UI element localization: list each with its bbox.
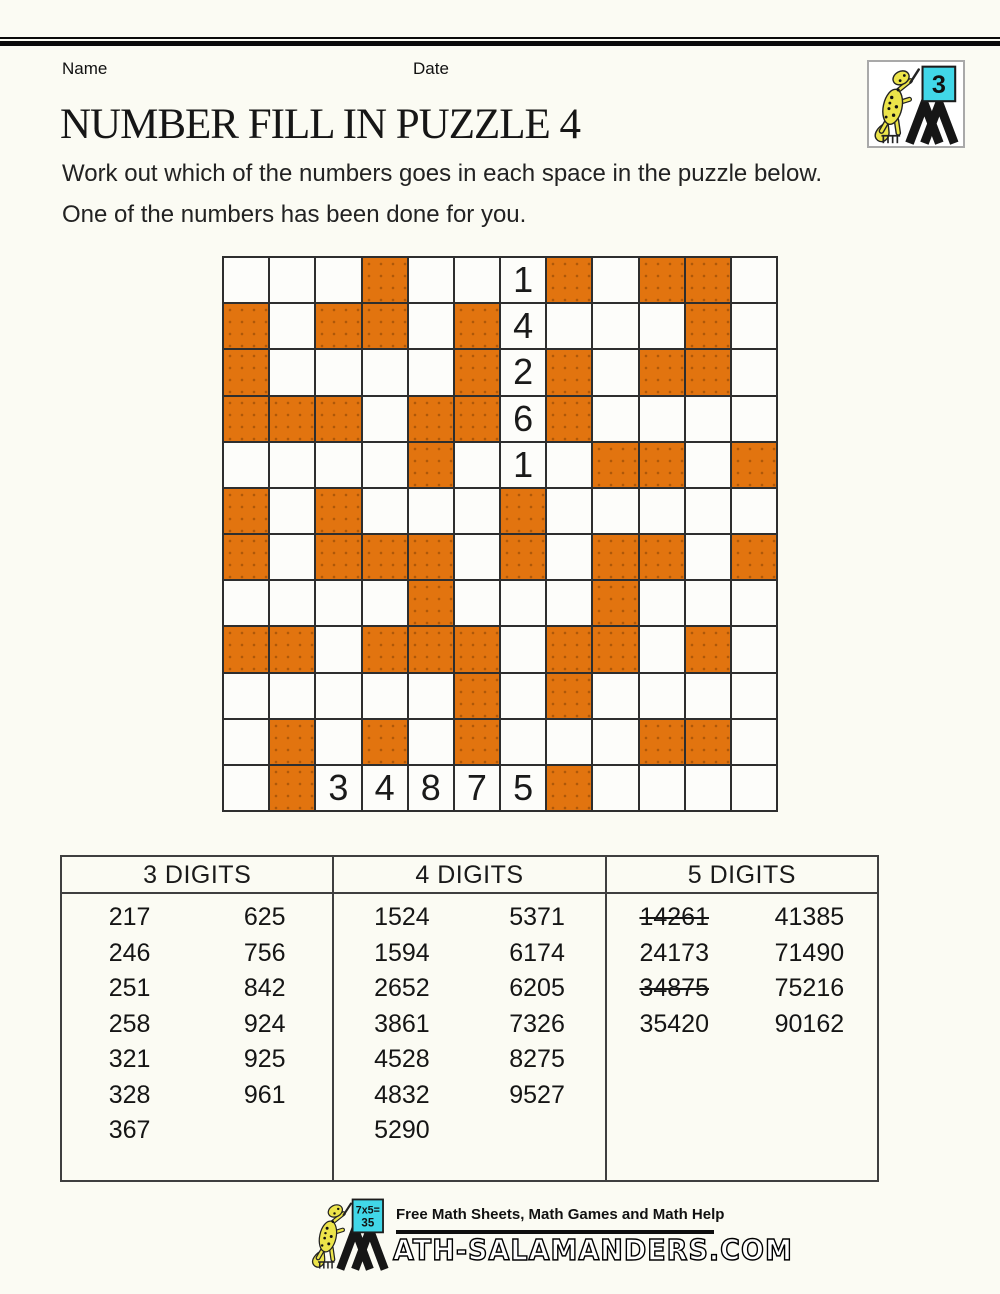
grid-blocker-cell bbox=[224, 304, 268, 348]
grid-blocker-cell bbox=[224, 535, 268, 579]
grid-cell[interactable] bbox=[363, 489, 407, 533]
grid-blocker-cell bbox=[686, 304, 730, 348]
salamander-logo-box bbox=[867, 60, 965, 148]
grid-cell[interactable] bbox=[547, 535, 591, 579]
digits-header: 5 DIGITS bbox=[607, 857, 877, 894]
grid-blocker-cell bbox=[640, 443, 684, 487]
page-title: NUMBER FILL IN PUZZLE 4 bbox=[60, 101, 581, 148]
grid-cell[interactable] bbox=[640, 489, 684, 533]
number-item: 6174 bbox=[509, 938, 565, 967]
grid-cell[interactable] bbox=[270, 443, 314, 487]
number-item: 625 bbox=[243, 903, 286, 931]
grid-cell[interactable] bbox=[732, 489, 776, 533]
number-item: 35420 bbox=[639, 1009, 709, 1038]
grid-cell[interactable] bbox=[455, 581, 499, 625]
number-item: 925 bbox=[243, 1045, 286, 1073]
grid-cell[interactable] bbox=[455, 443, 499, 487]
number-item: 217 bbox=[108, 903, 151, 931]
grid-blocker-cell bbox=[455, 397, 499, 441]
number-item: 75216 bbox=[774, 974, 845, 1002]
grid-blocker-cell bbox=[270, 720, 314, 764]
grid-blocker-cell bbox=[363, 258, 407, 302]
grid-cell[interactable] bbox=[686, 489, 730, 533]
grid-blocker-cell bbox=[686, 350, 730, 394]
grid-blocker-cell bbox=[270, 627, 314, 671]
grid-cell[interactable] bbox=[593, 720, 637, 764]
grid-blocker-cell bbox=[224, 627, 268, 671]
number-lists-table bbox=[60, 855, 879, 1182]
grid-cell[interactable] bbox=[501, 581, 545, 625]
number-item: 756 bbox=[243, 938, 286, 967]
grid-cell[interactable] bbox=[316, 258, 360, 302]
grid-given-cell[interactable]: 3 bbox=[316, 766, 360, 810]
grid-cell[interactable] bbox=[547, 720, 591, 764]
grid-cell[interactable] bbox=[501, 720, 545, 764]
grid-given-cell[interactable]: 5 bbox=[501, 766, 545, 810]
number-item: 367 bbox=[108, 1116, 151, 1144]
grid-cell[interactable] bbox=[547, 304, 591, 348]
number-item: 4528 bbox=[374, 1045, 430, 1073]
grid-cell[interactable] bbox=[547, 489, 591, 533]
grid-cell[interactable] bbox=[732, 627, 776, 671]
footer-wordmark: ATH-SALAMANDERS.COM bbox=[393, 1235, 793, 1268]
grid-cell[interactable] bbox=[640, 674, 684, 718]
footer-tagline: Free Math Sheets, Math Games and Math Help bbox=[396, 1206, 725, 1223]
top-double-rule bbox=[0, 37, 1000, 46]
grid-blocker-cell bbox=[409, 627, 453, 671]
grid-cell[interactable] bbox=[593, 674, 637, 718]
number-item: 1594 bbox=[374, 938, 430, 967]
grid-cell[interactable] bbox=[593, 350, 637, 394]
grid-cell[interactable] bbox=[593, 766, 637, 810]
card-line1: 7x5= bbox=[355, 1204, 380, 1217]
grid-blocker-cell bbox=[409, 443, 453, 487]
grid-blocker-cell bbox=[363, 720, 407, 764]
number-item: 5371 bbox=[509, 903, 565, 931]
grid-cell[interactable] bbox=[270, 350, 314, 394]
grid-cell[interactable] bbox=[363, 581, 407, 625]
m-letter-icon bbox=[909, 104, 954, 143]
grid-blocker-cell bbox=[593, 581, 637, 625]
grid-cell[interactable] bbox=[640, 581, 684, 625]
grid-cell[interactable] bbox=[732, 350, 776, 394]
grid-cell[interactable] bbox=[316, 350, 360, 394]
grid-cell[interactable] bbox=[640, 766, 684, 810]
grid-cell[interactable] bbox=[732, 581, 776, 625]
grid-cell[interactable] bbox=[316, 581, 360, 625]
grid-blocker-cell bbox=[270, 397, 314, 441]
grid-blocker-cell bbox=[501, 489, 545, 533]
digits-column-4 bbox=[332, 857, 604, 1180]
number-item-struck: 14261 bbox=[639, 903, 709, 931]
number-item: 321 bbox=[108, 1045, 151, 1073]
grid-cell[interactable] bbox=[732, 766, 776, 810]
grid-blocker-cell bbox=[316, 489, 360, 533]
card-line2: 35 bbox=[361, 1217, 375, 1230]
grid-blocker-cell bbox=[316, 535, 360, 579]
number-item: 41385 bbox=[774, 903, 845, 931]
grid-cell[interactable] bbox=[224, 581, 268, 625]
grid-given-cell[interactable]: 7 bbox=[455, 766, 499, 810]
grid-blocker-cell bbox=[455, 304, 499, 348]
salamander-logo-icon bbox=[869, 62, 963, 146]
puzzle-grid bbox=[222, 256, 778, 812]
number-item-struck: 34875 bbox=[639, 974, 709, 1002]
grid-cell[interactable] bbox=[270, 304, 314, 348]
number-item: 251 bbox=[108, 974, 151, 1002]
m-letter-icon bbox=[340, 1230, 384, 1269]
footer-salamander-icon bbox=[299, 1197, 398, 1271]
grid-cell[interactable] bbox=[363, 674, 407, 718]
grid-cell[interactable] bbox=[270, 489, 314, 533]
number-item: 4832 bbox=[374, 1080, 430, 1109]
grid-cell[interactable] bbox=[363, 397, 407, 441]
grid-blocker-cell bbox=[640, 258, 684, 302]
grid-cell[interactable] bbox=[455, 258, 499, 302]
digits-header: 3 DIGITS bbox=[62, 857, 332, 894]
number-item: 6205 bbox=[509, 974, 565, 1002]
grid-given-cell[interactable]: 4 bbox=[363, 766, 407, 810]
grid-blocker-cell bbox=[640, 720, 684, 764]
grid-cell[interactable] bbox=[686, 397, 730, 441]
grid-cell[interactable] bbox=[270, 258, 314, 302]
grid-blocker-cell bbox=[593, 627, 637, 671]
grid-cell[interactable] bbox=[363, 350, 407, 394]
grid-cell[interactable] bbox=[593, 258, 637, 302]
grid-cell[interactable] bbox=[640, 397, 684, 441]
grid-blocker-cell bbox=[316, 304, 360, 348]
grid-blocker-cell bbox=[501, 535, 545, 579]
grid-cell[interactable] bbox=[270, 535, 314, 579]
instruction-line-2: One of the numbers has been done for you. bbox=[62, 201, 527, 228]
grid-cell[interactable] bbox=[732, 720, 776, 764]
number-item: 8275 bbox=[509, 1045, 565, 1073]
grid-cell[interactable] bbox=[224, 674, 268, 718]
grid-blocker-cell bbox=[409, 535, 453, 579]
grid-cell[interactable] bbox=[732, 258, 776, 302]
grid-cell[interactable] bbox=[409, 489, 453, 533]
grid-cell[interactable] bbox=[455, 535, 499, 579]
grid-blocker-cell bbox=[363, 304, 407, 348]
grid-cell[interactable] bbox=[224, 720, 268, 764]
grid-cell[interactable] bbox=[686, 674, 730, 718]
grid-cell[interactable] bbox=[224, 443, 268, 487]
grid-cell[interactable] bbox=[316, 674, 360, 718]
card-number: 3 bbox=[931, 70, 946, 99]
grid-blocker-cell bbox=[593, 535, 637, 579]
grid-blocker-cell bbox=[547, 258, 591, 302]
grid-cell[interactable] bbox=[593, 489, 637, 533]
grid-cell[interactable] bbox=[316, 627, 360, 671]
pencil-icon bbox=[344, 1204, 351, 1216]
grid-blocker-cell bbox=[224, 397, 268, 441]
grid-blocker-cell bbox=[547, 350, 591, 394]
grid-cell[interactable] bbox=[732, 397, 776, 441]
grid-cell[interactable] bbox=[593, 397, 637, 441]
grid-blocker-cell bbox=[686, 258, 730, 302]
grid-blocker-cell bbox=[409, 581, 453, 625]
grid-cell[interactable] bbox=[547, 581, 591, 625]
number-item: 90162 bbox=[774, 1009, 845, 1038]
number-item: 24173 bbox=[639, 938, 709, 967]
grid-blocker-cell bbox=[363, 627, 407, 671]
grid-cell[interactable] bbox=[224, 766, 268, 810]
pencil-icon bbox=[910, 69, 918, 82]
grid-cell[interactable] bbox=[409, 304, 453, 348]
grid-blocker-cell bbox=[316, 397, 360, 441]
digits-header: 4 DIGITS bbox=[334, 857, 604, 894]
grid-cell[interactable] bbox=[501, 627, 545, 671]
grid-given-cell[interactable]: 6 bbox=[501, 397, 545, 441]
grid-cell[interactable] bbox=[686, 766, 730, 810]
grid-cell[interactable] bbox=[409, 258, 453, 302]
name-label: Name bbox=[62, 59, 108, 78]
footer-rule bbox=[396, 1230, 714, 1234]
grid-blocker-cell bbox=[547, 766, 591, 810]
grid-cell[interactable] bbox=[409, 674, 453, 718]
grid-cell[interactable] bbox=[640, 627, 684, 671]
grid-blocker-cell bbox=[547, 627, 591, 671]
grid-cell[interactable] bbox=[409, 720, 453, 764]
date-label: Date bbox=[413, 59, 449, 78]
grid-cell[interactable] bbox=[409, 350, 453, 394]
grid-cell[interactable] bbox=[224, 258, 268, 302]
number-item: 1524 bbox=[374, 903, 430, 931]
footer-salamander-logo bbox=[299, 1197, 398, 1271]
grid-cell[interactable] bbox=[316, 443, 360, 487]
digits-column-5 bbox=[605, 857, 877, 1180]
grid-cell[interactable] bbox=[686, 443, 730, 487]
grid-blocker-cell bbox=[224, 350, 268, 394]
number-item: 328 bbox=[108, 1080, 151, 1109]
grid-given-cell[interactable]: 4 bbox=[501, 304, 545, 348]
grid-cell[interactable] bbox=[547, 443, 591, 487]
grid-given-cell[interactable]: 1 bbox=[501, 258, 545, 302]
number-item: 3861 bbox=[374, 1009, 430, 1038]
grid-given-cell[interactable]: 8 bbox=[409, 766, 453, 810]
grid-blocker-cell bbox=[640, 350, 684, 394]
grid-blocker-cell bbox=[363, 535, 407, 579]
grid-cell[interactable] bbox=[316, 720, 360, 764]
grid-cell[interactable] bbox=[593, 304, 637, 348]
grid-blocker-cell bbox=[547, 397, 591, 441]
number-item: 9527 bbox=[509, 1080, 565, 1109]
digits-column-3 bbox=[62, 857, 332, 1180]
grid-blocker-cell bbox=[224, 489, 268, 533]
grid-given-cell[interactable]: 1 bbox=[501, 443, 545, 487]
number-item: 7326 bbox=[509, 1009, 565, 1038]
grid-blocker-cell bbox=[547, 674, 591, 718]
grid-blocker-cell bbox=[686, 627, 730, 671]
number-item: 961 bbox=[243, 1080, 286, 1109]
grid-blocker-cell bbox=[732, 535, 776, 579]
grid-cell[interactable] bbox=[270, 581, 314, 625]
grid-cell[interactable] bbox=[270, 674, 314, 718]
grid-blocker-cell bbox=[455, 350, 499, 394]
grid-blocker-cell bbox=[270, 766, 314, 810]
grid-blocker-cell bbox=[593, 443, 637, 487]
number-item: 924 bbox=[243, 1009, 286, 1038]
grid-cell[interactable] bbox=[732, 674, 776, 718]
grid-cell[interactable] bbox=[501, 674, 545, 718]
grid-cell[interactable] bbox=[686, 535, 730, 579]
number-item: 258 bbox=[108, 1009, 151, 1038]
grid-cell[interactable] bbox=[640, 304, 684, 348]
number-item: 246 bbox=[108, 938, 151, 967]
grid-cell[interactable] bbox=[455, 489, 499, 533]
grid-blocker-cell bbox=[686, 720, 730, 764]
grid-blocker-cell bbox=[640, 535, 684, 579]
number-item: 71490 bbox=[774, 938, 845, 967]
number-item: 2652 bbox=[374, 974, 430, 1002]
grid-blocker-cell bbox=[455, 720, 499, 764]
grid-blocker-cell bbox=[455, 674, 499, 718]
grid-cell[interactable] bbox=[686, 581, 730, 625]
grid-given-cell[interactable]: 2 bbox=[501, 350, 545, 394]
grid-cell[interactable] bbox=[732, 304, 776, 348]
number-item: 5290 bbox=[374, 1116, 430, 1144]
grid-cell[interactable] bbox=[363, 443, 407, 487]
grid-blocker-cell bbox=[455, 627, 499, 671]
number-item: 842 bbox=[243, 974, 286, 1002]
grid-blocker-cell bbox=[409, 397, 453, 441]
grid-blocker-cell bbox=[732, 443, 776, 487]
instruction-line-1: Work out which of the numbers goes in each space in the puzzle below. bbox=[62, 160, 822, 187]
